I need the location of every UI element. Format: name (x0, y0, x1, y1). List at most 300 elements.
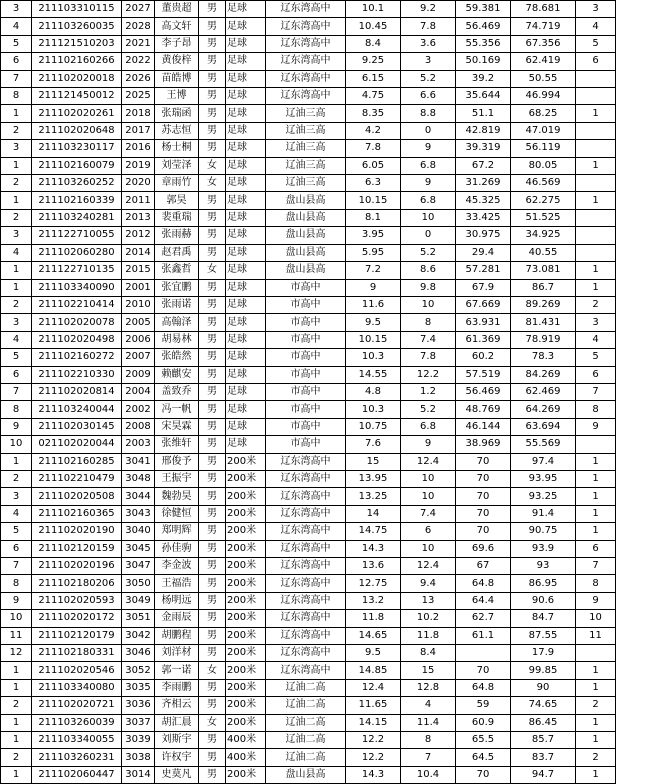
cell-score-2: 6.8 (401, 157, 456, 174)
cell-student-id: 211103260252 (32, 175, 122, 192)
cell-event: 200米 (226, 697, 266, 714)
cell-score-3: 50.169 (456, 53, 511, 70)
cell-event: 200米 (226, 558, 266, 575)
table-row (1, 714, 616, 731)
table-row (1, 679, 616, 696)
cell-student-id: 211102160272 (32, 349, 122, 366)
cell-sex: 男 (199, 122, 226, 139)
cell-event: 200米 (226, 610, 266, 627)
cell-entry-number: 2003 (122, 436, 155, 453)
cell-seq: 7 (1, 383, 32, 400)
cell-entry-number: 3039 (122, 732, 155, 749)
cell-school: 盘山县高 (266, 244, 346, 261)
cell-sex: 男 (199, 349, 226, 366)
cell-score-2: 5.2 (401, 70, 456, 87)
cell-entry-number: 2010 (122, 296, 155, 313)
cell-sex: 男 (199, 732, 226, 749)
cell-score-1: 7.8 (346, 140, 401, 157)
cell-total: 47.019 (511, 122, 576, 139)
cell-school: 市高中 (266, 279, 346, 296)
cell-score-3: 42.819 (456, 122, 511, 139)
cell-school: 辽东湾高中 (266, 453, 346, 470)
cell-name: 王振宇 (155, 470, 199, 487)
cell-event: 足球 (226, 192, 266, 209)
cell-name: 裴重瑞 (155, 209, 199, 226)
table-row (1, 470, 616, 487)
cell-student-id: 211121510203 (32, 35, 122, 52)
cell-rank: 1 (576, 157, 616, 174)
cell-school: 辽东湾高中 (266, 558, 346, 575)
cell-rank: 1 (576, 766, 616, 783)
cell-entry-number: 3046 (122, 645, 155, 662)
cell-score-2: 8.6 (401, 262, 456, 279)
cell-school: 辽东湾高中 (266, 35, 346, 52)
cell-seq: 12 (1, 645, 32, 662)
cell-score-1: 10.45 (346, 18, 401, 35)
cell-score-1: 13.2 (346, 592, 401, 609)
cell-student-id: 211102060447 (32, 766, 122, 783)
cell-score-2: 9.2 (401, 1, 456, 18)
cell-name: 孙佳驹 (155, 540, 199, 557)
cell-sex: 男 (199, 627, 226, 644)
cell-rank (576, 209, 616, 226)
table-row (1, 18, 616, 35)
cell-score-1: 5.95 (346, 244, 401, 261)
table-row (1, 383, 616, 400)
cell-event: 400米 (226, 732, 266, 749)
cell-total: 93.25 (511, 488, 576, 505)
cell-rank: 5 (576, 349, 616, 366)
cell-rank: 1 (576, 105, 616, 122)
cell-total: 90 (511, 679, 576, 696)
cell-total: 51.525 (511, 209, 576, 226)
cell-seq: 4 (1, 244, 32, 261)
cell-seq: 2 (1, 122, 32, 139)
cell-school: 盘山县高 (266, 192, 346, 209)
cell-school: 辽油三高 (266, 157, 346, 174)
cell-total: 63.694 (511, 418, 576, 435)
cell-seq: 3 (1, 227, 32, 244)
table-row (1, 122, 616, 139)
table-row (1, 453, 616, 470)
cell-score-3: 60.2 (456, 349, 511, 366)
cell-score-3: 39.319 (456, 140, 511, 157)
cell-rank: 1 (576, 470, 616, 487)
cell-event: 200米 (226, 714, 266, 731)
cell-entry-number: 3035 (122, 679, 155, 696)
table-row (1, 662, 616, 679)
cell-sex: 男 (199, 227, 226, 244)
cell-school: 辽东湾高中 (266, 488, 346, 505)
cell-score-3 (456, 645, 511, 662)
cell-score-1: 7.6 (346, 436, 401, 453)
cell-score-2: 6.8 (401, 418, 456, 435)
cell-score-1: 7.2 (346, 262, 401, 279)
cell-score-1: 10.15 (346, 331, 401, 348)
cell-entry-number: 2021 (122, 35, 155, 52)
cell-student-id: 211102160079 (32, 157, 122, 174)
cell-event: 足球 (226, 418, 266, 435)
cell-score-1: 9.5 (346, 645, 401, 662)
cell-score-1: 10.75 (346, 418, 401, 435)
cell-score-1: 14 (346, 505, 401, 522)
cell-seq: 9 (1, 418, 32, 435)
cell-event: 200米 (226, 453, 266, 470)
cell-event: 足球 (226, 314, 266, 331)
table-row (1, 192, 616, 209)
cell-total: 50.55 (511, 70, 576, 87)
cell-sex: 男 (199, 436, 226, 453)
cell-seq: 2 (1, 175, 32, 192)
table-row (1, 610, 616, 627)
cell-seq: 1 (1, 679, 32, 696)
cell-score-2: 9 (401, 436, 456, 453)
cell-name: 胡鹏程 (155, 627, 199, 644)
cell-student-id: 211102020546 (32, 662, 122, 679)
cell-total: 64.269 (511, 401, 576, 418)
cell-name: 刘莹泽 (155, 157, 199, 174)
cell-seq: 2 (1, 749, 32, 766)
cell-school: 辽油三高 (266, 122, 346, 139)
cell-rank: 6 (576, 540, 616, 557)
cell-score-3: 64.8 (456, 679, 511, 696)
cell-student-id: 211122710055 (32, 227, 122, 244)
cell-seq: 2 (1, 209, 32, 226)
table-row (1, 314, 616, 331)
cell-score-3: 59.381 (456, 1, 511, 18)
cell-score-1: 11.6 (346, 296, 401, 313)
cell-school: 市高中 (266, 314, 346, 331)
cell-score-1: 14.55 (346, 366, 401, 383)
cell-seq: 1 (1, 714, 32, 731)
cell-student-id: 211102120179 (32, 627, 122, 644)
cell-name: 郑明辉 (155, 523, 199, 540)
cell-school: 辽油三高 (266, 105, 346, 122)
cell-entry-number: 2004 (122, 383, 155, 400)
cell-total: 46.994 (511, 88, 576, 105)
cell-entry-number: 2016 (122, 140, 155, 157)
cell-entry-number: 3036 (122, 697, 155, 714)
cell-student-id: 211102160285 (32, 453, 122, 470)
cell-total: 46.569 (511, 175, 576, 192)
cell-seq: 6 (1, 53, 32, 70)
cell-entry-number: 3047 (122, 558, 155, 575)
cell-entry-number: 3044 (122, 488, 155, 505)
cell-total: 91.4 (511, 505, 576, 522)
table-row (1, 436, 616, 453)
cell-rank (576, 175, 616, 192)
cell-school: 盘山县高 (266, 209, 346, 226)
cell-total: 93.9 (511, 540, 576, 557)
cell-sex: 男 (199, 645, 226, 662)
cell-rank: 4 (576, 18, 616, 35)
cell-score-3: 65.5 (456, 732, 511, 749)
cell-student-id: 211102020190 (32, 523, 122, 540)
table-row (1, 418, 616, 435)
cell-score-1: 4.75 (346, 88, 401, 105)
cell-total: 89.269 (511, 296, 576, 313)
cell-event: 足球 (226, 88, 266, 105)
cell-student-id: 211103260231 (32, 749, 122, 766)
cell-event: 足球 (226, 105, 266, 122)
cell-score-1: 13.6 (346, 558, 401, 575)
cell-score-3: 59 (456, 697, 511, 714)
cell-name: 胡易林 (155, 331, 199, 348)
cell-total: 83.7 (511, 749, 576, 766)
cell-school: 辽东湾高中 (266, 88, 346, 105)
table-row (1, 140, 616, 157)
cell-student-id: 211102180331 (32, 645, 122, 662)
cell-rank: 1 (576, 279, 616, 296)
cell-score-1: 9 (346, 279, 401, 296)
cell-event: 足球 (226, 122, 266, 139)
cell-score-1: 10.15 (346, 192, 401, 209)
cell-school: 辽东湾高中 (266, 18, 346, 35)
cell-score-1: 14.85 (346, 662, 401, 679)
cell-seq: 1 (1, 766, 32, 783)
cell-entry-number: 2015 (122, 262, 155, 279)
cell-score-2: 13 (401, 592, 456, 609)
cell-event: 足球 (226, 331, 266, 348)
cell-rank: 1 (576, 505, 616, 522)
cell-score-1: 12.75 (346, 575, 401, 592)
cell-student-id: 211102020498 (32, 331, 122, 348)
table-row (1, 157, 616, 174)
cell-sex: 男 (199, 679, 226, 696)
cell-student-id: 211102020172 (32, 610, 122, 627)
cell-name: 高翰泽 (155, 314, 199, 331)
cell-student-id: 211102020018 (32, 70, 122, 87)
cell-sex: 男 (199, 383, 226, 400)
cell-score-1: 9.5 (346, 314, 401, 331)
cell-rank: 1 (576, 714, 616, 731)
cell-entry-number: 2028 (122, 18, 155, 35)
cell-entry-number: 2008 (122, 418, 155, 435)
cell-total: 97.4 (511, 453, 576, 470)
table-row (1, 766, 616, 783)
cell-event: 足球 (226, 436, 266, 453)
cell-entry-number: 2007 (122, 349, 155, 366)
cell-entry-number: 3051 (122, 610, 155, 627)
cell-score-2: 3.6 (401, 35, 456, 52)
cell-seq: 9 (1, 592, 32, 609)
cell-event: 足球 (226, 366, 266, 383)
cell-sex: 男 (199, 244, 226, 261)
cell-score-3: 64.5 (456, 749, 511, 766)
cell-school: 市高中 (266, 383, 346, 400)
cell-total: 73.081 (511, 262, 576, 279)
cell-student-id: 211102020261 (32, 105, 122, 122)
cell-sex: 男 (199, 53, 226, 70)
cell-name: 赖麒安 (155, 366, 199, 383)
cell-entry-number: 2011 (122, 192, 155, 209)
cell-seq: 8 (1, 575, 32, 592)
cell-name: 李雨鹏 (155, 679, 199, 696)
cell-score-3: 56.469 (456, 383, 511, 400)
cell-student-id: 211122710135 (32, 262, 122, 279)
cell-seq: 4 (1, 505, 32, 522)
cell-score-3: 62.7 (456, 610, 511, 627)
cell-seq: 1 (1, 732, 32, 749)
cell-student-id: 211102120159 (32, 540, 122, 557)
cell-sex: 男 (199, 470, 226, 487)
cell-rank: 7 (576, 558, 616, 575)
table-row (1, 105, 616, 122)
cell-school: 辽油二高 (266, 679, 346, 696)
cell-rank: 1 (576, 523, 616, 540)
cell-score-1: 8.35 (346, 105, 401, 122)
cell-rank: 2 (576, 749, 616, 766)
cell-entry-number: 3014 (122, 766, 155, 783)
cell-total: 94.7 (511, 766, 576, 783)
cell-score-2: 8 (401, 314, 456, 331)
cell-student-id: 211102020593 (32, 592, 122, 609)
cell-student-id: 211102060280 (32, 244, 122, 261)
cell-rank (576, 70, 616, 87)
cell-rank: 3 (576, 314, 616, 331)
cell-total: 74.719 (511, 18, 576, 35)
table-row (1, 592, 616, 609)
cell-sex: 女 (199, 662, 226, 679)
cell-name: 齐相云 (155, 697, 199, 714)
cell-student-id: 211103260039 (32, 714, 122, 731)
cell-score-3: 35.644 (456, 88, 511, 105)
cell-student-id: 211102020078 (32, 314, 122, 331)
cell-name: 杨明远 (155, 592, 199, 609)
cell-score-2: 12.8 (401, 679, 456, 696)
cell-score-2: 6.8 (401, 192, 456, 209)
cell-score-2: 7.8 (401, 18, 456, 35)
cell-score-1: 11.8 (346, 610, 401, 627)
cell-seq: 5 (1, 35, 32, 52)
cell-student-id: 211102210479 (32, 470, 122, 487)
cell-score-2: 12.4 (401, 558, 456, 575)
cell-event: 足球 (226, 262, 266, 279)
cell-entry-number: 2018 (122, 105, 155, 122)
cell-entry-number: 3042 (122, 627, 155, 644)
cell-name: 宋昊霖 (155, 418, 199, 435)
cell-entry-number: 3048 (122, 470, 155, 487)
cell-score-2: 0 (401, 122, 456, 139)
cell-rank: 5 (576, 35, 616, 52)
cell-score-2: 1.2 (401, 383, 456, 400)
cell-score-2: 10.2 (401, 610, 456, 627)
cell-school: 辽东湾高中 (266, 540, 346, 557)
cell-event: 200米 (226, 470, 266, 487)
cell-entry-number: 2019 (122, 157, 155, 174)
cell-score-2: 5.2 (401, 401, 456, 418)
cell-sex: 男 (199, 70, 226, 87)
cell-sex: 男 (199, 279, 226, 296)
cell-sex: 男 (199, 488, 226, 505)
cell-sex: 男 (199, 540, 226, 557)
cell-school: 辽东湾高中 (266, 645, 346, 662)
cell-school: 市高中 (266, 331, 346, 348)
cell-event: 足球 (226, 1, 266, 18)
cell-score-1: 4.2 (346, 122, 401, 139)
cell-rank: 8 (576, 575, 616, 592)
cell-entry-number: 3040 (122, 523, 155, 540)
cell-score-3: 48.769 (456, 401, 511, 418)
cell-name: 史莫凡 (155, 766, 199, 783)
cell-school: 盘山县高 (266, 766, 346, 783)
cell-score-1: 15 (346, 453, 401, 470)
cell-score-3: 67.2 (456, 157, 511, 174)
cell-entry-number: 2001 (122, 279, 155, 296)
table-row (1, 53, 616, 70)
cell-name: 董贵超 (155, 1, 199, 18)
cell-entry-number: 2027 (122, 1, 155, 18)
cell-score-2: 12.2 (401, 366, 456, 383)
cell-score-1: 14.3 (346, 540, 401, 557)
cell-score-2: 6 (401, 523, 456, 540)
cell-school: 辽东湾高中 (266, 575, 346, 592)
cell-student-id: 211102030145 (32, 418, 122, 435)
cell-name: 盖致乔 (155, 383, 199, 400)
cell-entry-number: 2009 (122, 366, 155, 383)
cell-score-3: 70 (456, 766, 511, 783)
cell-seq: 1 (1, 262, 32, 279)
table-row (1, 262, 616, 279)
cell-seq: 1 (1, 662, 32, 679)
cell-student-id: 211103240044 (32, 401, 122, 418)
cell-entry-number: 2005 (122, 314, 155, 331)
cell-school: 辽油二高 (266, 714, 346, 731)
cell-score-1: 6.15 (346, 70, 401, 87)
cell-score-3: 70 (456, 523, 511, 540)
cell-total: 62.469 (511, 383, 576, 400)
cell-entry-number: 2006 (122, 331, 155, 348)
cell-sex: 女 (199, 714, 226, 731)
cell-score-2: 11.4 (401, 714, 456, 731)
cell-rank: 3 (576, 1, 616, 18)
cell-student-id: 211102210330 (32, 366, 122, 383)
cell-total: 86.95 (511, 575, 576, 592)
cell-score-2: 11.8 (401, 627, 456, 644)
cell-event: 200米 (226, 488, 266, 505)
cell-school: 辽油二高 (266, 697, 346, 714)
cell-score-3: 51.1 (456, 105, 511, 122)
cell-entry-number: 3043 (122, 505, 155, 522)
cell-score-2: 10 (401, 540, 456, 557)
cell-total: 84.7 (511, 610, 576, 627)
cell-sex: 男 (199, 314, 226, 331)
cell-score-1: 14.3 (346, 766, 401, 783)
cell-total: 78.681 (511, 1, 576, 18)
cell-rank: 7 (576, 383, 616, 400)
table-row (1, 70, 616, 87)
cell-name: 张维轩 (155, 436, 199, 453)
table-row (1, 366, 616, 383)
cell-event: 200米 (226, 592, 266, 609)
cell-school: 辽东湾高中 (266, 627, 346, 644)
cell-sex: 男 (199, 18, 226, 35)
cell-school: 市高中 (266, 296, 346, 313)
cell-school: 辽油二高 (266, 732, 346, 749)
cell-entry-number: 3052 (122, 662, 155, 679)
cell-rank (576, 244, 616, 261)
cell-entry-number: 2022 (122, 53, 155, 70)
cell-seq: 4 (1, 18, 32, 35)
table-row (1, 331, 616, 348)
cell-score-3: 70 (456, 662, 511, 679)
cell-event: 200米 (226, 662, 266, 679)
table-row (1, 523, 616, 540)
cell-event: 足球 (226, 296, 266, 313)
cell-rank: 1 (576, 262, 616, 279)
cell-score-3: 70 (456, 453, 511, 470)
cell-sex: 男 (199, 418, 226, 435)
